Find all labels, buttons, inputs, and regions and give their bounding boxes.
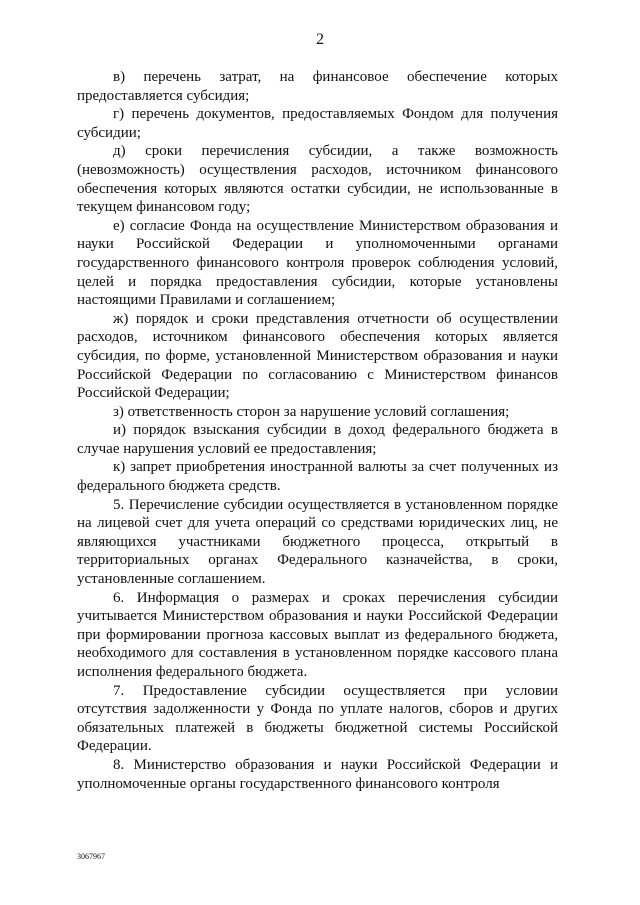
page-number: 2 <box>316 31 324 48</box>
paragraph-k: к) запрет приобретения иностранной валюты за счет полученных из федерального бюджета средств. <box>77 459 558 495</box>
paragraph-7: 7. Предоставление субсидии осуществляется при условии отсутствия задолженности у Фонда по уплате налогов, сборов и других обязательных платежей в бюджеты бюджетной системы Российской Федерации. <box>77 682 558 755</box>
paragraph-g: г) перечень документов, предоставляемых Фондом для получения субсидии; <box>77 106 558 141</box>
paragraph-8: 8. Министерство образования и науки Российской Федерации и уполномоченные органы государственного финансового контроля <box>77 756 558 792</box>
paragraph-i: и) порядок взыскания субсидии в доход федерального бюджета в случае нарушения условий ее предоставления; <box>77 422 558 457</box>
paragraph-zh: ж) порядок и сроки представления отчетности об осуществлении расходов, источником финансового обеспечения которых является субсидия, по форме, установленной Министерством образования и науки Российской Федерации по согласованию с Министерством финансов Российской Федерации; <box>77 310 558 402</box>
document-body <box>77 68 558 793</box>
document-id: 3067967 <box>77 852 105 861</box>
paragraph-5: 5. Перечисление субсидии осуществляется в установленном порядке на лицевой счет для учета операций со средствами юридических лиц, не являющихся участниками бюджетного процесса, открытый в территориальных органах Федерального казначейства, в сроки, установленные соглашением. <box>77 496 558 588</box>
paragraph-v: в) перечень затрат, на финансовое обеспечение которых предоставляется субсидия; <box>77 69 558 104</box>
paragraph-z: з) ответственность сторон за нарушение условий соглашения; <box>113 403 510 420</box>
paragraph-e: е) согласие Фонда на осуществление Министерством образования и науки Российской Федерации и уполномоченными органами государственного финансового контроля проверок соблюдения условий, целей и порядка предоставления субсидии, которые установлены настоящими Правилами и соглашением; <box>77 217 558 309</box>
paragraph-6: 6. Информация о размерах и сроках перечисления субсидии учитывается Министерством образования и науки Российской Федерации при формировании прогноза кассовых выплат из федерального бюджета, необходимого для составления в установленном порядке кассового плана исполнения федерального бюджета. <box>77 589 558 680</box>
paragraph-d: д) сроки перечисления субсидии, а также возможность (невозможность) осуществления расходов, источником финансового обеспечения которых являются остатки субсидии, не использованные в текущем финансовом году; <box>77 143 558 216</box>
